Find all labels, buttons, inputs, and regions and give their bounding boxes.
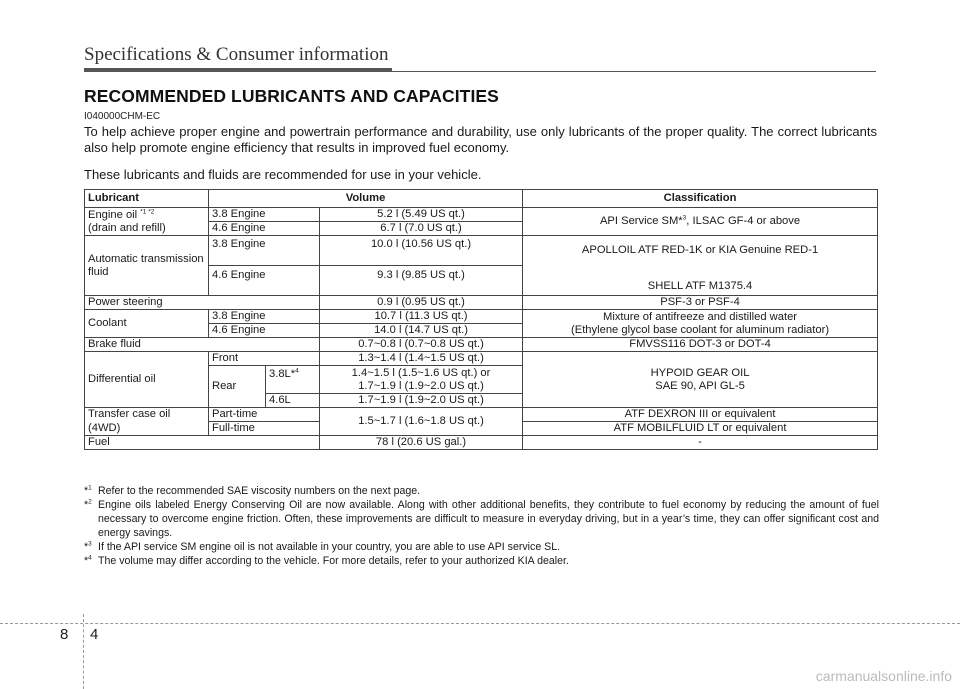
transfer-case-label: Transfer case oil (85, 408, 209, 422)
power-steering-classification: PSF-3 or PSF-4 (523, 296, 878, 310)
footnote: *$^1$ Refer to the recommended SAE viscosity numbers on the next page. (84, 484, 421, 497)
brake-fluid-classification: FMVSS116 DOT-3 or DOT-4 (523, 338, 878, 352)
transfer-part-time-classification: ATF DEXRON III or equivalent (523, 408, 878, 422)
header-volume: Volume (209, 190, 523, 208)
table-row (85, 408, 878, 422)
differential-oil-label: Differential oil (85, 352, 209, 408)
transfer-full-time-classification: ATF MOBILFLUID LT or equivalent (523, 422, 878, 436)
footer-divider (0, 623, 960, 624)
chapter-number: 8 (60, 626, 69, 643)
atf-38-classification: APOLLOIL ATF RED-1K or KIA Genuine RED-1 (523, 236, 878, 266)
brake-fluid-label: Brake fluid (85, 338, 320, 352)
transfer-full-time: Full-time (209, 422, 320, 436)
differential-rear: Rear (209, 366, 266, 408)
section-code: I040000CHM-EC (84, 111, 161, 122)
footer-vertical-divider (83, 614, 84, 689)
table-row (85, 310, 878, 324)
table-row (85, 208, 878, 222)
atf-38-volume: 10.0 l (10.56 US qt.) (320, 236, 523, 266)
fuel-label: Fuel (85, 436, 320, 450)
engine-oil-label: Engine oil $^{*1 *2}$ (drain and refill) (85, 208, 209, 236)
differential-front: Front (209, 352, 320, 366)
engine-oil-classification: API Service SM*$^3$, ILSAC GF-4 or above (523, 208, 878, 236)
footnote: *$^4$ The volume may differ according to the vehicle. For more details, refer to your authorized KIA dealer. (84, 554, 569, 567)
intro-paragraph-2: These lubricants and fluids are recommended for use in your vehicle. (84, 167, 482, 182)
coolant-38: 3.8 Engine (209, 310, 320, 324)
coolant-46: 4.6 Engine (209, 324, 320, 338)
engine-oil-38-volume: 5.2 l (5.49 US qt.) (320, 208, 523, 222)
table-row (85, 296, 878, 310)
engine-oil-38: 3.8 Engine (209, 208, 320, 222)
differential-front-volume: 1.3~1.4 l (1.4~1.5 US qt.) (320, 352, 523, 366)
atf-label: Automatic transmission fluid (85, 236, 209, 296)
header-rule-thin (392, 71, 876, 72)
differential-rear-38-volume: 1.4~1.5 l (1.5~1.6 US qt.) or 1.7~1.9 l (1.9~2.0 US qt.) (320, 366, 523, 394)
transfer-volume: 1.5~1.7 l (1.6~1.8 US qt.) (320, 408, 523, 436)
table-header-row (85, 190, 878, 208)
lubricants-table (84, 189, 878, 450)
intro-paragraph: To help achieve proper engine and powertrain performance and durability, use only lubricants of the proper quality. The correct lubricants also help promote engine efficiency that results in improved fuel economy. (84, 124, 877, 155)
coolant-46-volume: 14.0 l (14.7 US qt.) (320, 324, 523, 338)
fuel-volume: 78 l (20.6 US gal.) (320, 436, 523, 450)
table-row (85, 338, 878, 352)
differential-rear-46: 4.6L (266, 394, 320, 408)
table-row (85, 436, 878, 450)
coolant-classification: Mixture of antifreeze and distilled water (Ethylene glycol base coolant for aluminum radiator) (523, 310, 878, 338)
section-title: RECOMMENDED LUBRICANTS AND CAPACITIES (84, 86, 499, 106)
footnotes (84, 484, 879, 568)
power-steering-volume: 0.9 l (0.95 US qt.) (320, 296, 523, 310)
footnote: *$^2$ Engine oils labeled Energy Conserving Oil are now available. Along with other additional benefits, they contribute to fuel economy by reducing the amount of fuel necessary to overcome engine friction. Often, these improvements are difficult to measure in everyday driving, but in a year’s time, they can offer significant cost and energy savings. (84, 498, 879, 539)
header-classification: Classification (523, 190, 878, 208)
engine-oil-46: 4.6 Engine (209, 222, 320, 236)
engine-oil-sup: *1 *2 (140, 207, 155, 215)
atf-46-classification: SHELL ATF M1375.4 (523, 266, 878, 296)
fuel-classification: - (523, 436, 878, 450)
differential-rear-46-volume: 1.7~1.9 l (1.9~2.0 US qt.) (320, 394, 523, 408)
power-steering-label: Power steering (85, 296, 320, 310)
coolant-label: Coolant (85, 310, 209, 338)
table-row (85, 236, 878, 266)
transfer-part-time: Part-time (209, 408, 320, 422)
page-header-title: Specifications & Consumer information (84, 44, 389, 65)
coolant-38-volume: 10.7 l (11.3 US qt.) (320, 310, 523, 324)
differential-classification: HYPOID GEAR OIL SAE 90, API GL-5 (523, 352, 878, 408)
atf-46-volume: 9.3 l (9.85 US qt.) (320, 266, 523, 296)
watermark: carmanualsonline.info (815, 668, 952, 684)
atf-46: 4.6 Engine (209, 266, 320, 296)
header-lubricant: Lubricant (85, 190, 209, 208)
engine-oil-46-volume: 6.7 l (7.0 US qt.) (320, 222, 523, 236)
atf-38: 3.8 Engine (209, 236, 320, 266)
header-rule-thick (84, 68, 392, 72)
brake-fluid-volume: 0.7~0.8 l (0.7~0.8 US qt.) (320, 338, 523, 352)
table-row (85, 352, 878, 366)
transfer-case-4wd: (4WD) (85, 422, 209, 436)
differential-rear-38: 3.8L*$^4$ (266, 366, 320, 394)
footnote: *$^3$ If the API service SM engine oil is not available in your country, you are able to use API service SL. (84, 540, 561, 553)
page-number: 4 (90, 626, 99, 643)
